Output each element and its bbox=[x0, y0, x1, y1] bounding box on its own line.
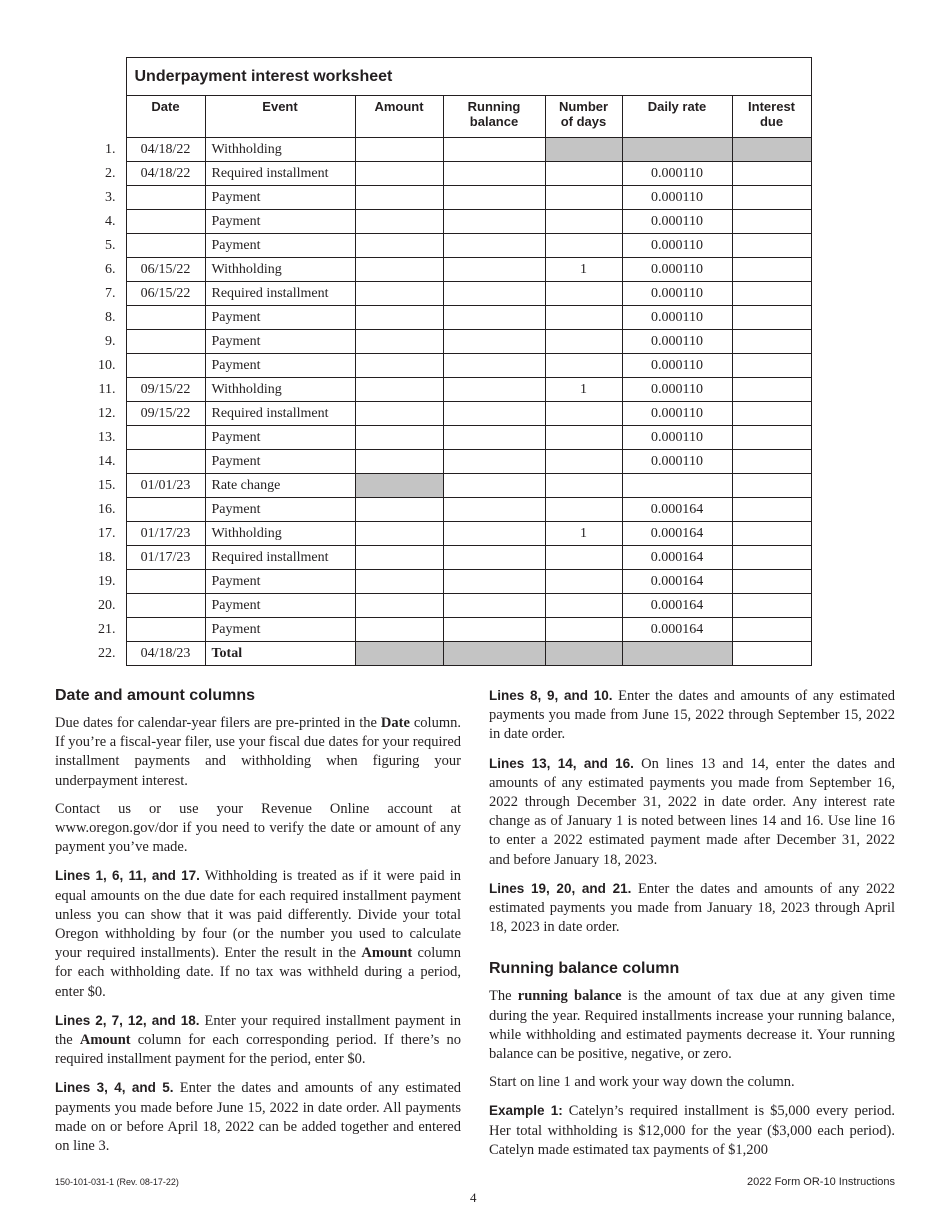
line-number: 12. bbox=[98, 405, 116, 421]
running-balance-cell[interactable] bbox=[443, 498, 545, 522]
date-cell: 06/15/22 bbox=[126, 282, 205, 306]
paragraph bbox=[489, 754, 895, 870]
amount-cell[interactable] bbox=[355, 570, 443, 594]
event-cell: Required installment bbox=[205, 546, 355, 570]
amount-cell[interactable] bbox=[355, 210, 443, 234]
table-row bbox=[90, 546, 811, 570]
days-cell bbox=[545, 138, 622, 162]
line-number: 1. bbox=[105, 141, 116, 157]
heading-date-amount: Date and amount columns bbox=[55, 687, 256, 704]
form-number: 150-101-031-1 (Rev. 08-17-22) bbox=[55, 1177, 179, 1187]
amount-cell[interactable] bbox=[355, 306, 443, 330]
days-cell[interactable] bbox=[545, 210, 622, 234]
rate-cell bbox=[622, 642, 732, 666]
event-cell: Payment bbox=[205, 450, 355, 474]
event-cell: Payment bbox=[205, 498, 355, 522]
header-number-of-days: Number of days bbox=[545, 96, 622, 138]
running-balance-cell[interactable] bbox=[443, 474, 545, 498]
amount-cell[interactable] bbox=[355, 354, 443, 378]
event-cell: Payment bbox=[205, 210, 355, 234]
event-cell: Payment bbox=[205, 426, 355, 450]
running-balance-cell[interactable] bbox=[443, 138, 545, 162]
paragraph bbox=[489, 1101, 895, 1160]
date-cell: 04/18/22 bbox=[126, 162, 205, 186]
running-balance-cell[interactable] bbox=[443, 402, 545, 426]
running-balance-cell[interactable] bbox=[443, 546, 545, 570]
event-cell: Withholding bbox=[205, 522, 355, 546]
interest-due-cell[interactable] bbox=[732, 162, 811, 186]
interest-due-cell[interactable] bbox=[732, 474, 811, 498]
form-title: 2022 Form OR-10 Instructions bbox=[747, 1176, 895, 1188]
text-bold: Date bbox=[380, 715, 410, 731]
line-number: 13. bbox=[98, 429, 116, 445]
amount-cell[interactable] bbox=[355, 138, 443, 162]
days-cell[interactable] bbox=[545, 186, 622, 210]
running-balance-cell[interactable] bbox=[443, 330, 545, 354]
text: Enter your required installment payment in the bbox=[55, 1012, 461, 1049]
running-balance-cell[interactable] bbox=[443, 354, 545, 378]
amount-cell[interactable] bbox=[355, 162, 443, 186]
interest-due-cell[interactable] bbox=[732, 354, 811, 378]
interest-due-cell[interactable] bbox=[732, 546, 811, 570]
interest-due-cell[interactable] bbox=[732, 402, 811, 426]
rate-cell[interactable] bbox=[622, 474, 732, 498]
interest-due-cell[interactable] bbox=[732, 618, 811, 642]
rate-cell: 0.000110 bbox=[622, 186, 732, 210]
amount-cell[interactable] bbox=[355, 498, 443, 522]
running-balance-cell[interactable] bbox=[443, 306, 545, 330]
days-cell[interactable] bbox=[545, 570, 622, 594]
interest-due-cell[interactable] bbox=[732, 522, 811, 546]
table-row bbox=[90, 378, 811, 402]
days-cell[interactable] bbox=[545, 618, 622, 642]
text: Catelyn’s required installment is $5,000 every period. Her total withholding is $12,000 for the year ($3,000 each period). Catelyn made estimated tax payments of $1,200 bbox=[489, 1103, 895, 1158]
text: Enter the dates and amounts of any estimated payments you made from June 15, 2022 through September 15, 2022 in date order. bbox=[489, 688, 895, 743]
table-row bbox=[90, 210, 811, 234]
header-interest-due: Interest due bbox=[732, 96, 811, 138]
event-cell: Withholding bbox=[205, 138, 355, 162]
event-cell: Payment bbox=[205, 594, 355, 618]
text: column. If you’re a fiscal-year filer, use your fiscal due dates for your required installment payments and withholding when figuring your underpayment interest. bbox=[55, 715, 461, 789]
line-number: 8. bbox=[105, 309, 116, 325]
event-cell: Required installment bbox=[205, 282, 355, 306]
lead-text: Example 1: bbox=[489, 1103, 563, 1119]
rate-cell: 0.000110 bbox=[622, 378, 732, 402]
lead-text: Lines 3, 4, and 5. bbox=[55, 1080, 174, 1096]
event-cell: Payment bbox=[205, 306, 355, 330]
days-cell: 1 bbox=[545, 378, 622, 402]
rate-cell: 0.000110 bbox=[622, 258, 732, 282]
days-cell[interactable] bbox=[545, 426, 622, 450]
amount-cell[interactable] bbox=[355, 594, 443, 618]
event-cell: Withholding bbox=[205, 378, 355, 402]
line-number: 14. bbox=[98, 453, 116, 469]
worksheet-title: Underpayment interest worksheet bbox=[126, 58, 811, 96]
running-balance-cell[interactable] bbox=[443, 450, 545, 474]
event-cell: Payment bbox=[205, 354, 355, 378]
table-row bbox=[90, 306, 811, 330]
date-cell bbox=[126, 330, 205, 354]
days-cell: 1 bbox=[545, 522, 622, 546]
date-cell: 06/15/22 bbox=[126, 258, 205, 282]
paragraph bbox=[489, 686, 895, 745]
running-balance-cell[interactable] bbox=[443, 258, 545, 282]
rate-cell bbox=[622, 138, 732, 162]
event-cell: Payment bbox=[205, 330, 355, 354]
running-balance-cell[interactable] bbox=[443, 570, 545, 594]
event-cell: Rate change bbox=[205, 474, 355, 498]
date-cell bbox=[126, 234, 205, 258]
table-row bbox=[90, 618, 811, 642]
table-row bbox=[90, 426, 811, 450]
amount-cell[interactable] bbox=[355, 186, 443, 210]
header-amount: Amount bbox=[355, 96, 443, 138]
table-row bbox=[90, 402, 811, 426]
rate-cell: 0.000164 bbox=[622, 618, 732, 642]
spacer bbox=[90, 96, 126, 138]
table-row bbox=[90, 330, 811, 354]
interest-due-cell[interactable] bbox=[732, 450, 811, 474]
days-cell[interactable] bbox=[545, 474, 622, 498]
text: Enter the dates and amounts of any 2022 estimated payments you made from January 18, 2023 through April 18, 2023 in date order. bbox=[489, 880, 895, 936]
rate-cell: 0.000110 bbox=[622, 162, 732, 186]
event-cell: Total bbox=[205, 642, 355, 666]
event-cell: Required installment bbox=[205, 402, 355, 426]
interest-due-cell[interactable] bbox=[732, 426, 811, 450]
line-number: 18. bbox=[98, 549, 116, 565]
interest-due-cell[interactable] bbox=[732, 234, 811, 258]
rate-cell: 0.000164 bbox=[622, 546, 732, 570]
rate-cell: 0.000110 bbox=[622, 354, 732, 378]
event-cell: Payment bbox=[205, 186, 355, 210]
table-row bbox=[90, 498, 811, 522]
paragraph: Start on line 1 and work your way down the column. bbox=[489, 1074, 795, 1091]
header-daily-rate: Daily rate bbox=[622, 96, 732, 138]
text: is the amount of tax due at any given time during the year. Required installments increase your running balance, while withholding and estimated payments decrease it. Your running balance can be positive, negative, or zero. bbox=[489, 988, 895, 1063]
amount-cell bbox=[355, 474, 443, 498]
days-cell[interactable] bbox=[545, 234, 622, 258]
rate-cell: 0.000110 bbox=[622, 282, 732, 306]
running-balance-cell[interactable] bbox=[443, 162, 545, 186]
lead-text: Lines 13, 14, and 16. bbox=[489, 755, 634, 771]
date-cell bbox=[126, 570, 205, 594]
days-cell[interactable] bbox=[545, 594, 622, 618]
rate-cell: 0.000110 bbox=[622, 234, 732, 258]
event-cell: Payment bbox=[205, 618, 355, 642]
amount-cell[interactable] bbox=[355, 426, 443, 450]
line-number: 15. bbox=[98, 477, 116, 493]
date-cell bbox=[126, 618, 205, 642]
date-cell bbox=[126, 210, 205, 234]
line-number: 19. bbox=[98, 573, 116, 589]
table-row bbox=[90, 354, 811, 378]
amount-cell[interactable] bbox=[355, 378, 443, 402]
days-cell: 1 bbox=[545, 258, 622, 282]
days-cell[interactable] bbox=[545, 450, 622, 474]
paragraph bbox=[489, 879, 895, 938]
date-cell: 01/17/23 bbox=[126, 522, 205, 546]
interest-due-cell[interactable] bbox=[732, 642, 811, 666]
text-bold: Amount bbox=[361, 945, 413, 962]
interest-due-cell[interactable] bbox=[732, 186, 811, 210]
page-number: 4 bbox=[470, 1190, 477, 1205]
line-number: 6. bbox=[105, 261, 116, 277]
table-row bbox=[90, 138, 811, 162]
rate-cell: 0.000110 bbox=[622, 450, 732, 474]
lead-text: Lines 19, 20, and 21. bbox=[489, 880, 632, 896]
interest-due-cell[interactable] bbox=[732, 378, 811, 402]
underpayment-interest-worksheet bbox=[90, 57, 812, 666]
rate-cell: 0.000110 bbox=[622, 306, 732, 330]
amount-cell[interactable] bbox=[355, 522, 443, 546]
paragraph bbox=[55, 1011, 461, 1070]
heading-running-balance: Running balance column bbox=[489, 960, 680, 978]
date-cell: 01/17/23 bbox=[126, 546, 205, 570]
event-cell: Payment bbox=[205, 570, 355, 594]
spacer bbox=[90, 58, 126, 96]
date-cell: 09/15/22 bbox=[126, 378, 205, 402]
amount-cell[interactable] bbox=[355, 618, 443, 642]
text: The bbox=[489, 988, 518, 1005]
lead-text: Lines 2, 7, 12, and 18. bbox=[55, 1012, 200, 1028]
running-balance-cell[interactable] bbox=[443, 234, 545, 258]
text: column for each corresponding period. If there’s no required installment payment for the period, enter $0. bbox=[55, 1032, 461, 1068]
days-cell bbox=[545, 642, 622, 666]
interest-due-cell[interactable] bbox=[732, 570, 811, 594]
header-running-balance: Running balance bbox=[443, 96, 545, 138]
rate-cell: 0.000164 bbox=[622, 594, 732, 618]
paragraph bbox=[55, 1078, 461, 1156]
running-balance-cell[interactable] bbox=[443, 594, 545, 618]
rate-cell: 0.000110 bbox=[622, 426, 732, 450]
header-event: Event bbox=[205, 96, 355, 138]
paragraph bbox=[55, 866, 461, 1001]
days-cell[interactable] bbox=[545, 402, 622, 426]
rate-cell: 0.000164 bbox=[622, 498, 732, 522]
line-number: 20. bbox=[98, 597, 116, 613]
left-column bbox=[55, 686, 461, 1161]
days-cell[interactable] bbox=[545, 330, 622, 354]
line-number: 3. bbox=[105, 189, 116, 205]
line-number: 5. bbox=[105, 237, 116, 253]
interest-due-cell[interactable] bbox=[732, 498, 811, 522]
days-cell[interactable] bbox=[545, 546, 622, 570]
line-number: 7. bbox=[105, 285, 116, 301]
date-cell bbox=[126, 354, 205, 378]
amount-cell bbox=[355, 642, 443, 666]
rate-cell: 0.000164 bbox=[622, 522, 732, 546]
date-cell: 04/18/23 bbox=[126, 642, 205, 666]
text-bold: Amount bbox=[79, 1032, 131, 1049]
date-cell: 04/18/22 bbox=[126, 138, 205, 162]
table-row bbox=[90, 570, 811, 594]
event-cell: Withholding bbox=[205, 258, 355, 282]
date-cell bbox=[126, 450, 205, 474]
date-cell: 09/15/22 bbox=[126, 402, 205, 426]
date-cell bbox=[126, 306, 205, 330]
event-cell: Required installment bbox=[205, 162, 355, 186]
amount-cell[interactable] bbox=[355, 546, 443, 570]
table-row bbox=[90, 474, 811, 498]
line-number: 2. bbox=[105, 165, 116, 181]
running-balance-cell[interactable] bbox=[443, 426, 545, 450]
running-balance-cell[interactable] bbox=[443, 282, 545, 306]
running-balance-cell[interactable] bbox=[443, 186, 545, 210]
interest-due-cell bbox=[732, 138, 811, 162]
days-cell[interactable] bbox=[545, 354, 622, 378]
running-balance-cell[interactable] bbox=[443, 618, 545, 642]
days-cell[interactable] bbox=[545, 498, 622, 522]
text: Enter the dates and amounts of any estimated payments you made before June 15, 2022 in date order. All payments made on or before April 18, 2022 can be added together and entered on line 3. bbox=[55, 1080, 461, 1155]
amount-cell[interactable] bbox=[355, 402, 443, 426]
date-cell bbox=[126, 186, 205, 210]
date-cell: 01/01/23 bbox=[126, 474, 205, 498]
text: column for each withholding date. If no tax was withheld during a period, enter $0. bbox=[55, 945, 461, 1000]
lead-text: Lines 8, 9, and 10. bbox=[489, 688, 613, 703]
interest-due-cell[interactable] bbox=[732, 210, 811, 234]
rate-cell: 0.000164 bbox=[622, 570, 732, 594]
table-row bbox=[90, 186, 811, 210]
paragraph: Contact us or use your Revenue Online account at www.oregon.gov/dor if you need to verify the date or amount of any payment you’ve made. bbox=[55, 800, 461, 856]
amount-cell[interactable] bbox=[355, 234, 443, 258]
interest-due-cell[interactable] bbox=[732, 258, 811, 282]
interest-due-cell[interactable] bbox=[732, 306, 811, 330]
amount-cell[interactable] bbox=[355, 330, 443, 354]
line-number: 4. bbox=[105, 213, 116, 229]
header-date: Date bbox=[126, 96, 205, 138]
rate-cell: 0.000110 bbox=[622, 330, 732, 354]
table-row bbox=[90, 642, 811, 666]
text: Withholding is treated as if it were paid in equal amounts on the due date for each required installment payment unless you can show that it was paid differently. Divide your total Oregon withholding by four (or the number you used to calculate your required installments). Enter the result in the bbox=[55, 868, 461, 962]
days-cell[interactable] bbox=[545, 306, 622, 330]
table-row bbox=[90, 258, 811, 282]
rate-cell: 0.000110 bbox=[622, 210, 732, 234]
line-number: 17. bbox=[98, 525, 116, 541]
line-number: 16. bbox=[98, 501, 116, 517]
paragraph bbox=[55, 714, 461, 791]
text: Due dates for calendar-year filers are pre-printed in the bbox=[55, 715, 381, 731]
line-number: 9. bbox=[105, 333, 116, 349]
running-balance-cell[interactable] bbox=[443, 210, 545, 234]
text: On lines 13 and 14, enter the dates and amounts of any estimated payments you made from September 16, 2022 through December 31, 2022 in date order. Any interest rate change as of January 1 is noted between lines 14 and 16. Use line 16 to enter a 2022 estimated payment made after December 31, 2022 and before January 18, 2023. bbox=[489, 755, 895, 868]
rate-cell: 0.000110 bbox=[622, 402, 732, 426]
table-row bbox=[90, 450, 811, 474]
event-cell: Payment bbox=[205, 234, 355, 258]
line-number: 21. bbox=[98, 621, 116, 637]
amount-cell[interactable] bbox=[355, 282, 443, 306]
table-row bbox=[90, 522, 811, 546]
lead-text: Lines 1, 6, 11, and 17. bbox=[55, 868, 200, 884]
date-cell bbox=[126, 498, 205, 522]
line-number: 11. bbox=[98, 381, 116, 397]
interest-due-cell[interactable] bbox=[732, 594, 811, 618]
line-number: 22. bbox=[98, 645, 116, 661]
running-balance-cell[interactable] bbox=[443, 522, 545, 546]
date-cell bbox=[126, 594, 205, 618]
days-cell[interactable] bbox=[545, 282, 622, 306]
table-row bbox=[90, 282, 811, 306]
text-bold: running balance bbox=[517, 988, 622, 1005]
amount-cell[interactable] bbox=[355, 450, 443, 474]
table-row bbox=[90, 162, 811, 186]
paragraph bbox=[489, 987, 895, 1064]
running-balance-cell[interactable] bbox=[443, 378, 545, 402]
interest-due-cell[interactable] bbox=[732, 330, 811, 354]
line-number: 10. bbox=[98, 357, 116, 373]
running-balance-cell bbox=[443, 642, 545, 666]
date-cell bbox=[126, 426, 205, 450]
right-column bbox=[489, 686, 895, 1161]
days-cell[interactable] bbox=[545, 162, 622, 186]
table-row bbox=[90, 594, 811, 618]
interest-due-cell[interactable] bbox=[732, 282, 811, 306]
amount-cell[interactable] bbox=[355, 258, 443, 282]
table-row bbox=[90, 234, 811, 258]
